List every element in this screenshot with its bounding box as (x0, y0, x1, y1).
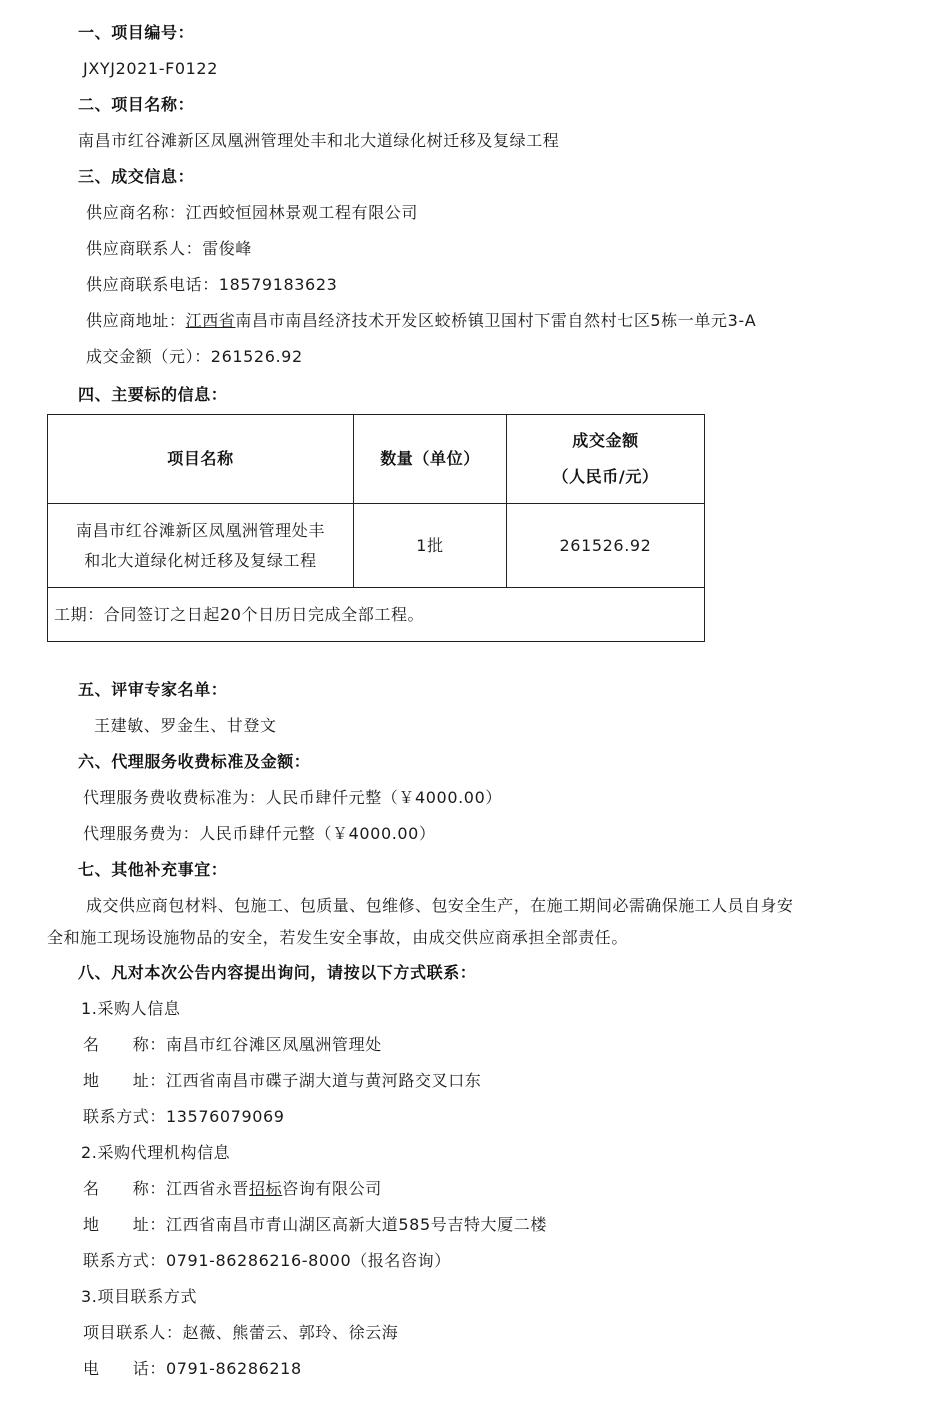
section-4-heading: 四、主要标的信息： (78, 385, 228, 404)
deal-amount: 成交金额（元）：261526.92 (86, 347, 303, 366)
supplement-line-2: 全和施工现场设施物品的安全，若发生安全事故，由成交供应商承担全部责任。 (47, 928, 629, 947)
agency-contact: 联系方式：0791-86286216-8000（报名咨询） (83, 1251, 451, 1270)
purchaser-contact: 联系方式：13576079069 (83, 1107, 285, 1126)
table-footer-row (48, 588, 705, 642)
project-name: 南昌市红谷滩新区凤凰洲管理处丰和北大道绿化树迁移及复绿工程 (78, 131, 560, 150)
tender-link[interactable]: 招标 (249, 1179, 283, 1198)
section-1-heading: 一、项目编号： (78, 23, 195, 42)
fee-standard: 代理服务费收费标准为：人民币肆仟元整（￥4000.00） (83, 788, 502, 807)
award-table (47, 414, 705, 642)
table-row (48, 504, 705, 588)
fee-amount: 代理服务费为：人民币肆仟元整（￥4000.00） (83, 824, 436, 843)
project-contact-phone: 电 话：0791-86286218 (83, 1359, 302, 1378)
cell-project-name-line1: 南昌市红谷滩新区凤凰洲管理处丰 (75, 520, 325, 540)
header-amount (507, 415, 705, 504)
purchaser-info-title: 1.采购人信息 (81, 999, 181, 1018)
supplier-address (86, 311, 756, 331)
header-project-name: 项目名称 (48, 415, 354, 504)
section-3-heading: 三、成交信息： (78, 167, 195, 186)
cell-project-name-line2: 和北大道绿化树迁移及复绿工程 (84, 550, 317, 570)
header-quantity: 数量（单位） (354, 415, 507, 504)
supplier-name: 供应商名称：江西蛟恒园林景观工程有限公司 (86, 203, 419, 222)
supplier-phone: 供应商联系电话：18579183623 (86, 275, 338, 294)
cell-quantity: 1批 (354, 504, 507, 588)
supplier-address-detail: 南昌市南昌经济技术开发区蛟桥镇卫国村下雷自然村七区5栋一单元3-A (235, 311, 757, 330)
project-contact-title: 3.项目联系方式 (81, 1287, 198, 1306)
purchaser-address: 地 址：江西省南昌市碟子湖大道与黄河路交叉口东 (83, 1071, 482, 1090)
expert-list: 王建敏、罗金生、甘登文 (94, 716, 277, 735)
agency-name-prefix: 名 称：江西省永晋 (83, 1179, 250, 1198)
table-header-row (48, 415, 705, 504)
section-5-heading: 五、评审专家名单： (78, 680, 228, 699)
cell-amount: 261526.92 (507, 504, 705, 588)
agency-name-suffix: 咨询有限公司 (282, 1179, 382, 1198)
supplement-line-1: 成交供应商包材料、包施工、包质量、包维修、包安全生产，在施工期间必需确保施工人员自身安 (86, 896, 794, 915)
section-8-heading: 八、凡对本次公告内容提出询问，请按以下方式联系： (78, 963, 477, 982)
supplier-contact: 供应商联系人：雷俊峰 (86, 239, 253, 258)
agency-info-title: 2.采购代理机构信息 (81, 1143, 231, 1162)
province-link[interactable]: 江西省 (185, 311, 236, 330)
cell-duration: 工期：合同签订之日起20个日历日完成全部工程。 (48, 588, 705, 642)
project-number: JXYJ2021-F0122 (83, 59, 218, 78)
cell-project-name (48, 504, 354, 588)
project-contact-people: 项目联系人：赵薇、熊蕾云、郭玲、徐云海 (83, 1323, 399, 1342)
section-2-heading: 二、项目名称： (78, 95, 195, 114)
supplier-address-label: 供应商地址： (86, 311, 186, 330)
section-7-heading: 七、其他补充事宜： (78, 860, 228, 879)
header-amount-line2: （人民币/元） (552, 467, 659, 486)
purchaser-name: 名 称：南昌市红谷滩区凤凰洲管理处 (83, 1035, 382, 1054)
section-6-heading: 六、代理服务收费标准及金额： (78, 752, 311, 771)
agency-address: 地 址：江西省南昌市青山湖区高新大道585号吉特大厦二楼 (83, 1215, 547, 1234)
header-amount-line1: 成交金额 (572, 431, 639, 450)
agency-name (83, 1179, 382, 1199)
